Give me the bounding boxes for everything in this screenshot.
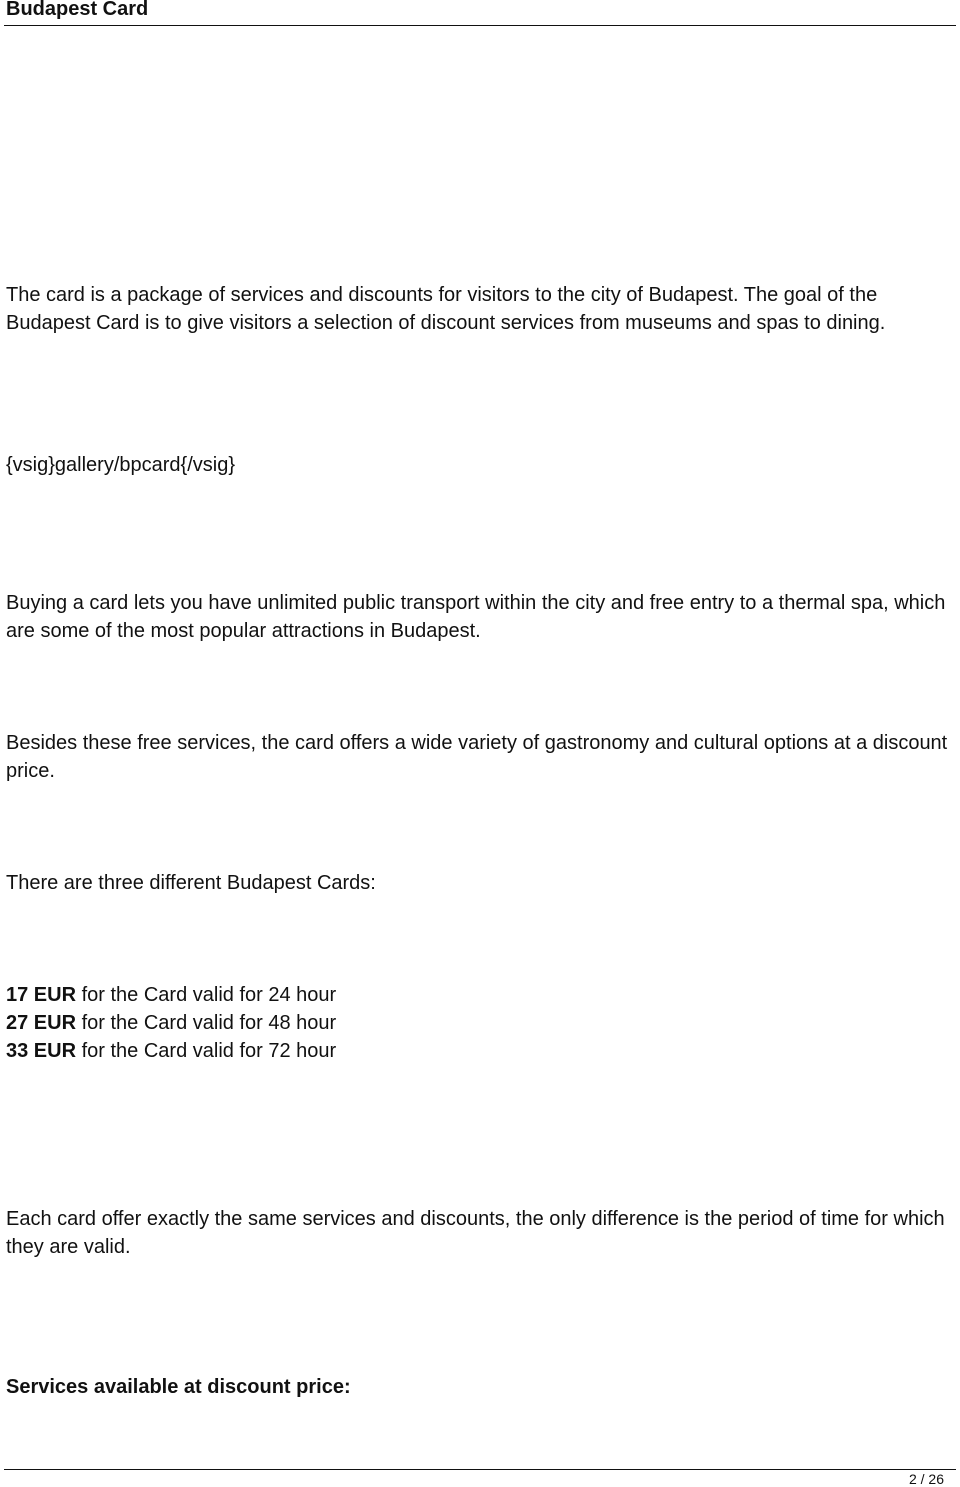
page-number: 2 / 26	[908, 1471, 944, 1487]
footer-divider	[4, 1469, 956, 1470]
price-description: for the Card valid for 24 hour	[81, 984, 337, 1006]
services-heading: Services available at discount price:	[6, 1376, 351, 1398]
document-title: Budapest Card	[6, 0, 149, 20]
card-types-intro: There are three different Budapest Cards:	[6, 872, 376, 894]
transport-paragraph: Buying a card lets you have unlimited public transport within the city and free entry to a thermal spa, which are some of the most popular attractions in Budapest.	[6, 592, 946, 642]
price-item	[6, 981, 956, 1009]
discount-paragraph: Besides these free services, the card offers a wide variety of gastronomy and cultural options at a discount price.	[6, 732, 948, 782]
validity-paragraph: Each card offer exactly the same services and discounts, the only difference is the period of time for which they are valid.	[6, 1208, 945, 1258]
price-description: for the Card valid for 72 hour	[81, 1040, 337, 1062]
gallery-placeholder: {vsig}gallery/bpcard{/vsig}	[6, 454, 236, 476]
price-item	[6, 1009, 956, 1037]
price-amount: 33 EUR	[6, 1040, 77, 1062]
intro-paragraph: The card is a package of services and discounts for visitors to the city of Budapest. The goal of the Budapest Card is to give visitors a selection of discount services from museums and spas to dining.	[6, 284, 886, 334]
price-amount: 17 EUR	[6, 984, 77, 1006]
price-amount: 27 EUR	[6, 1012, 77, 1034]
price-item	[6, 1037, 956, 1065]
price-description: for the Card valid for 48 hour	[81, 1012, 337, 1034]
price-list	[6, 981, 956, 1065]
header-divider	[4, 25, 956, 26]
